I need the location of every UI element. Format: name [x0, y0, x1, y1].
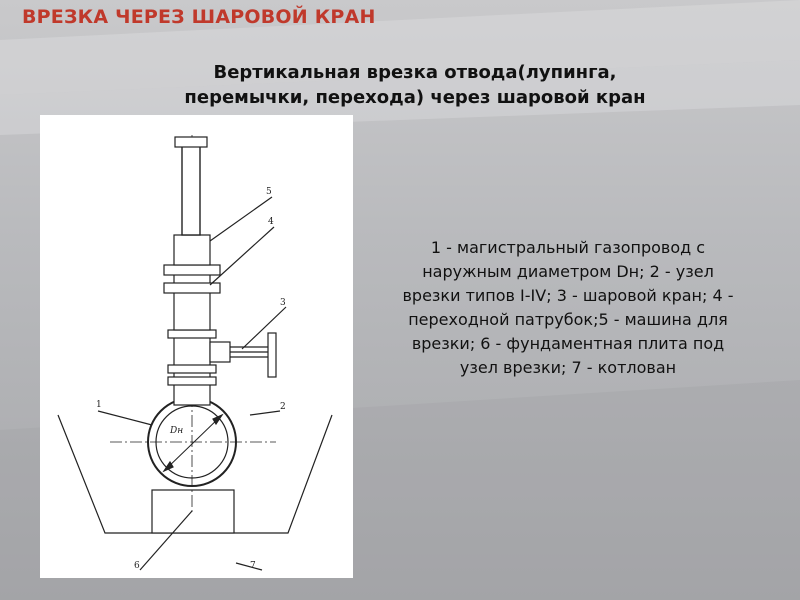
callout-1: 1: [96, 400, 102, 410]
tapping-machine-spindle: [182, 145, 200, 235]
tapping-machine-body: [174, 235, 210, 265]
callout-2: 2: [280, 402, 286, 412]
tap-diagram: [40, 115, 353, 578]
foundation-plate: [152, 490, 234, 533]
tap-diagram-drawing: [40, 115, 353, 578]
diameter-label: Dн: [170, 426, 184, 436]
callout-7: 7: [250, 561, 256, 571]
ball-valve-handwheel: [268, 333, 276, 377]
slide-subtitle: Вертикальная врезка отвода(лупинга, перемычки, перехода) через шаровой кран: [184, 62, 646, 108]
callout-5: 5: [266, 187, 272, 197]
callout-3: 3: [280, 298, 286, 308]
callout-4: 4: [268, 217, 274, 227]
legend-caption: 1 - магистральный газопровод с наружным диаметром Dн; 2 - узел врезки типов I-IV; 3 - шаровой кран; 4 - переходной патрубок;5 - машина для врезки; 6 - фундаментная плита под узел врезки; 7 - котлован: [402, 238, 734, 377]
callout-6: 6: [134, 561, 140, 571]
slide-title: ВРЕЗКА ЧЕРЕЗ ШАРОВОЙ КРАН: [22, 6, 376, 28]
